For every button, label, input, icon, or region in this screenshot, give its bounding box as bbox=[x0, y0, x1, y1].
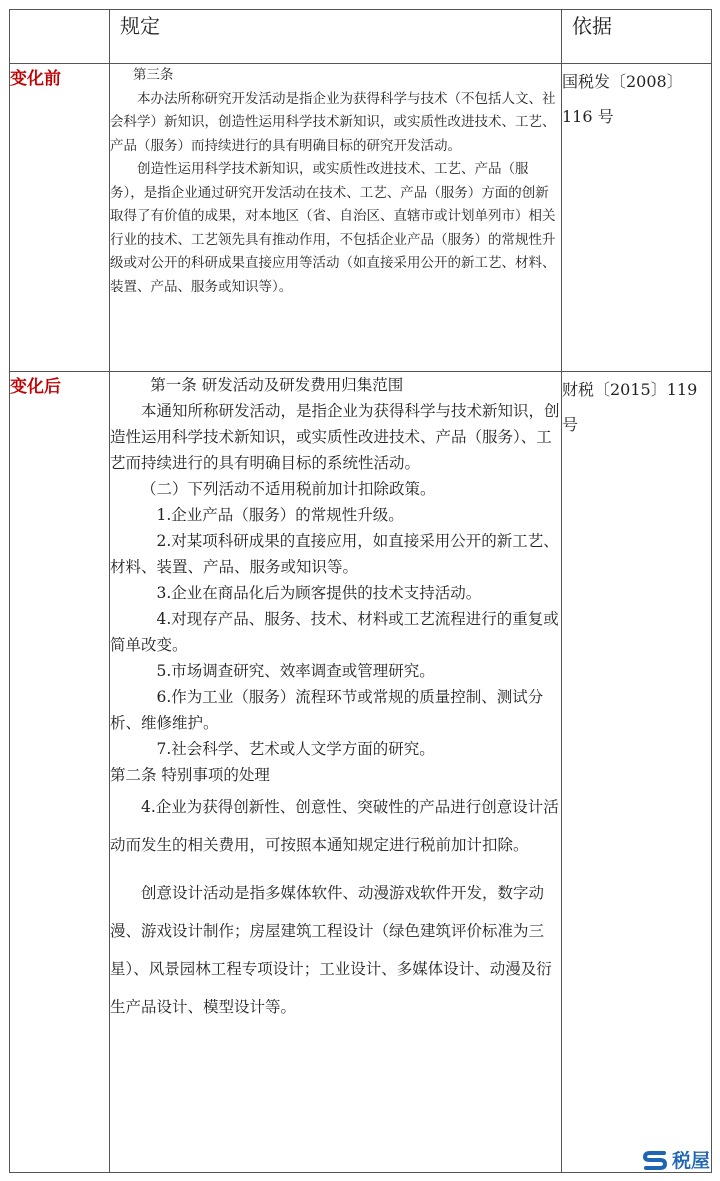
list-item: 3.企业在商品化后为顾客提供的技术支持活动。 bbox=[156, 584, 482, 602]
header-row bbox=[10, 10, 712, 64]
logo-s-icon bbox=[642, 1149, 668, 1171]
list-item: 2.对某项科研成果的直接应用，如直接采用公开的新工艺、材料、装置、产品、服务或知识等。 bbox=[110, 532, 559, 576]
header-rule: 规定 bbox=[110, 10, 562, 64]
paragraph: 4.企业为获得创新性、创意性、突破性的产品进行创意设计活动而发生的相关费用，可按照本通知规定进行税前加计扣除。 bbox=[110, 798, 559, 854]
basis-line: 号 bbox=[562, 415, 579, 434]
paragraph: 创意设计活动是指多媒体软件、动漫游戏软件开发，数字动漫、游戏设计制作；房屋建筑工程设计（绿色建筑评价标准为三星）、风景园林工程专项设计；工业设计、多媒体设计、动漫及衍生产品设计、模型设计等。 bbox=[110, 884, 552, 1016]
list-item: 7.社会科学、艺术或人文学方面的研究。 bbox=[156, 740, 435, 758]
basis-line: 财税〔2015〕119 bbox=[562, 380, 698, 399]
header-empty-cell bbox=[10, 10, 110, 64]
list-item: 5.市场调查研究、效率调查或管理研究。 bbox=[156, 662, 435, 680]
row-label-after: 变化后 bbox=[10, 372, 110, 1173]
paragraph: 创造性运用科学技术新知识，或实质性改进技术、工艺、产品（服务），是指企业通过研究开发活动在技术、工艺、产品（服务）方面的创新取得了有价值的成果，对本地区（省、自治区、直辖市或计划单列市）相关行业的技术、工艺领先具有推动作用，不包括企业产品（服务）的常规性升级或对公开的科研成果直接应用等活动（如直接采用公开的新工艺、材料、装置、产品、服务或知识等）。 bbox=[110, 161, 556, 295]
article-title: 第三条 bbox=[132, 67, 174, 83]
basis-line: 国税发〔2008〕 bbox=[562, 72, 683, 91]
paragraph: 本通知所称研发活动，是指企业为获得科学与技术新知识，创造性运用科学技术新知识，或实质性改进技术、产品（服务）、工艺而持续进行的具有明确目标的系统性活动。 bbox=[110, 402, 560, 472]
basis-after bbox=[562, 372, 712, 1173]
list-item: 4.对现存产品、服务、技术、材料或工艺流程进行的重复或简单改变。 bbox=[110, 610, 559, 654]
basis-before bbox=[562, 64, 712, 372]
basis-line: 116 号 bbox=[562, 107, 614, 126]
row-label-before: 变化前 bbox=[10, 64, 110, 372]
paragraph: （二）下列活动不适用税前加计扣除政策。 bbox=[141, 480, 436, 498]
rule-text-before bbox=[110, 64, 562, 372]
article-title: 第二条 特别事项的处理 bbox=[110, 766, 270, 784]
row-after bbox=[10, 372, 712, 1173]
shuiwu-logo bbox=[642, 1146, 710, 1173]
paragraph: 本办法所称研究开发活动是指企业为获得科学与技术（不包括人文、社会科学）新知识，创造性运用科学技术新知识，或实质性改进技术、工艺、产品（服务）而持续进行的具有明确目标的研究开发活动。 bbox=[110, 90, 556, 154]
list-item: 6.作为工业（服务）流程环节或常规的质量控制、测试分析、维修维护。 bbox=[110, 688, 544, 732]
header-basis: 依据 bbox=[562, 10, 712, 64]
logo-text: 税屋 bbox=[671, 1150, 710, 1172]
row-before bbox=[10, 64, 712, 372]
rule-text-after bbox=[110, 372, 562, 1173]
comparison-table bbox=[9, 9, 712, 1173]
list-item: 1.企业产品（服务）的常规性升级。 bbox=[156, 506, 404, 524]
article-title: 第一条 研发活动及研发费用归集范围 bbox=[150, 376, 404, 394]
